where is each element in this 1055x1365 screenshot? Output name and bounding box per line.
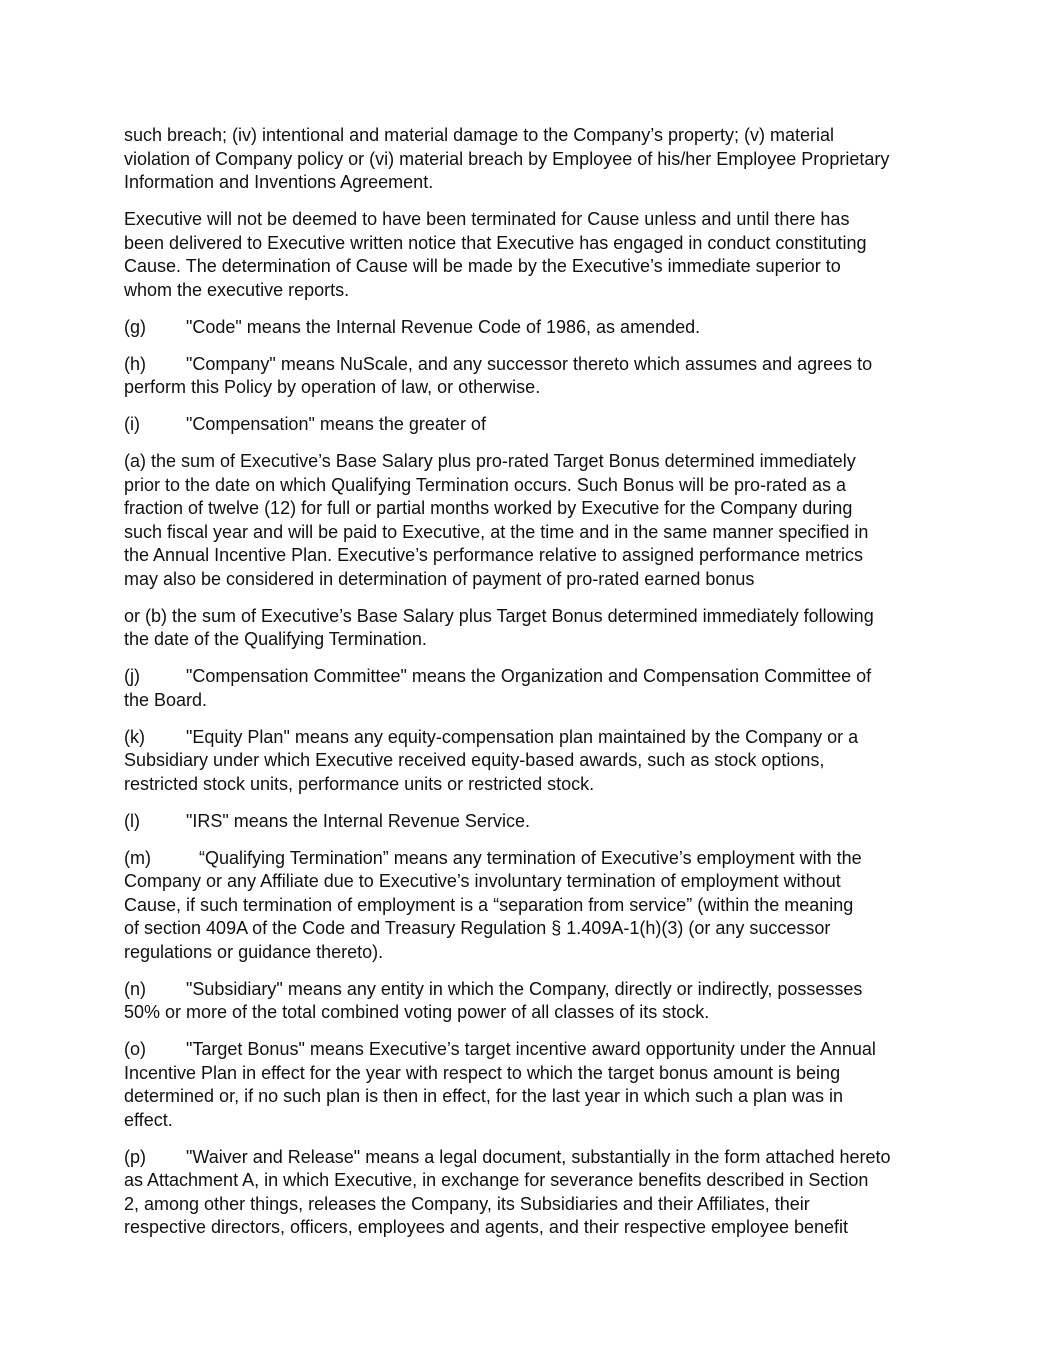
document-page xyxy=(124,124,944,1253)
definition-label: (n) xyxy=(124,978,146,999)
definition-label: (p) xyxy=(124,1146,146,1167)
definition-equity-plan xyxy=(124,726,944,797)
definition-label: (o) xyxy=(124,1039,146,1059)
compensation-part-b: or (b) the sum of Executive’s Base Salary plus Target Bonus determined immediately following the date of the Qualifying Termination. xyxy=(124,605,874,649)
definition-label: (l) xyxy=(124,810,140,831)
definition-text: "IRS" means the Internal Revenue Service. xyxy=(186,810,530,831)
definition-label: (m) xyxy=(124,847,151,868)
paragraph-cause-notice: Executive will not be deemed to have been terminated for Cause unless and until there has been delivered to Executive written notice that Executive has engaged in conduct constituting Cause. The determination of Cause will be made by the Executive’s immediate superior to whom the executive reports. xyxy=(124,209,867,300)
definition-compensation-committee xyxy=(124,665,944,712)
definition-text: "Target Bonus" means Executive’s target incentive award opportunity under the Annual Incentive Plan in effect for the year with respect to which the target bonus amount is being determined or, if no such plan is then in effect, for the last year in which such a plan was in effect. xyxy=(124,1039,876,1130)
definition-target-bonus xyxy=(124,1038,944,1132)
definition-waiver-release xyxy=(124,1146,944,1240)
definition-label: (i) xyxy=(124,414,140,434)
definition-text: “Qualifying Termination” means any termination of Executive’s employment with the Company or any Affiliate due to Executive’s involuntary termination of employment without Cause, if such termination of employment is a “separation from service” (within the meaning of section 409A of the Code and Treasury Regulation § 1.409A-1(h)(3) (or any successor regulations or guidance thereto). xyxy=(124,847,862,962)
definition-company xyxy=(124,353,944,400)
definition-text: "Waiver and Release" means a legal document, substantially in the form attached hereto as Attachment A, in which Executive, in exchange for severance benefits described in Section 2, among other things, releases the Company, its Subsidiaries and their Affiliates, their respective directors, officers, employees and agents, and their respective employee benefit xyxy=(124,1146,891,1237)
definition-text: "Compensation" means the greater of xyxy=(186,414,486,434)
compensation-part-a: (a) the sum of Executive’s Base Salary plus pro-rated Target Bonus determined immediately prior to the date on which Qualifying Termination occurs. Such Bonus will be pro-rated as a fraction of twelve (12) for full or partial months worked by Executive for the Company during such fiscal year and will be paid to Executive, at the time and in the same manner specified in the Annual Incentive Plan. Executive’s performance relative to assigned performance metrics may also be considered in determination of payment of pro-rated earned bonus xyxy=(124,451,869,589)
definition-code xyxy=(124,316,944,340)
definition-text: "Code" means the Internal Revenue Code of 1986, as amended. xyxy=(186,316,701,337)
definition-text: "Compensation Committee" means the Organization and Compensation Committee of the Board. xyxy=(124,666,872,710)
definition-text: "Company" means NuScale, and any successor thereto which assumes and agrees to perform this Policy by operation of law, or otherwise. xyxy=(124,353,873,397)
definition-subsidiary xyxy=(124,978,944,1025)
paragraph-breach: such breach; (iv) intentional and material damage to the Company’s property; (v) material violation of Company policy or (vi) material breach by Employee of his/her Employee Proprietary Information and Inventions Agreement. xyxy=(124,125,890,192)
definition-qualifying-termination xyxy=(124,847,944,965)
definition-label: (g) xyxy=(124,316,146,337)
definition-label: (k) xyxy=(124,726,145,747)
definition-irs xyxy=(124,810,944,834)
definition-label: (j) xyxy=(124,666,140,686)
definition-compensation xyxy=(124,413,944,437)
definition-text: "Subsidiary" means any entity in which the Company, directly or indirectly, possesses 50% or more of the total combined voting power of all classes of its stock. xyxy=(124,978,863,1022)
definition-label: (h) xyxy=(124,353,146,374)
definition-text: "Equity Plan" means any equity-compensation plan maintained by the Company or a Subsidiary under which Executive received equity-based awards, such as stock options, restricted stock units, performance units or restricted stock. xyxy=(124,726,859,794)
